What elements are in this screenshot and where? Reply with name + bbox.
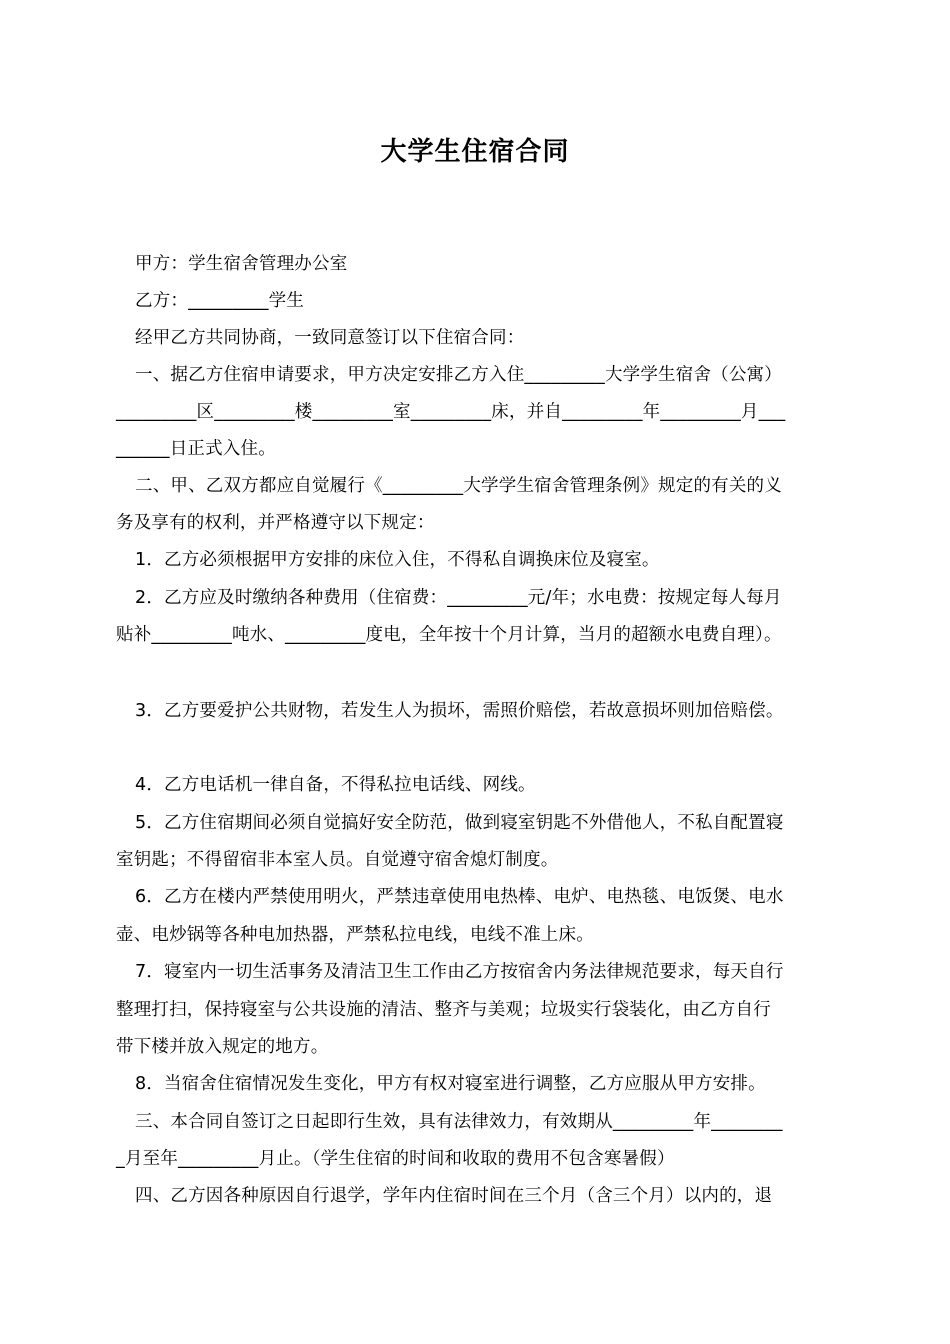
rule-7-line-2: 整理打扫，保持寝室与公共设施的清洁、整齐与美观；垃圾实行袋装化，由乙方自行 <box>116 1000 771 1020</box>
rule-7-line-1: 7．寝室内一切生活事务及清洁卫生工作由乙方按宿舍内务法律规范要求，每天自行 <box>135 962 784 982</box>
rule-7-line-3: 带下楼并放入规定的地方。 <box>116 1037 329 1057</box>
document-title: 大学生住宿合同 <box>380 137 570 167</box>
rule-3-line: 3．乙方要爱护公共财物，若发生人为损坏，需照价赔偿，若故意损坏则加倍赔偿。 <box>135 701 784 721</box>
rule-8-line: 8．当宿舍住宿情况发生变化，甲方有权对寝室进行调整，乙方应服从甲方安排。 <box>135 1074 766 1094</box>
rule-4-line: 4．乙方电话机一律自备，不得私拉电话线、网线。 <box>135 775 536 795</box>
intro-line: 经甲乙方共同协商，一致同意签订以下住宿合同： <box>135 328 525 348</box>
clause-1-line-2: _________区_________楼_________室_________床，并自_________年_________月___ <box>116 402 786 422</box>
clause-1-line-1: 一、据乙方住宿申请要求，甲方决定安排乙方入住_________大学学生宿舍（公寓） <box>135 365 782 385</box>
clause-4-line-1: 四、乙方因各种原因自行退学，学年内住宿时间在三个月（含三个月）以内的，退 <box>135 1186 773 1206</box>
clause-3-line-1: 三、本合同自签订之日起即行生效，具有法律效力，有效期从_________年________ <box>135 1112 783 1132</box>
rule-1-line: 1．乙方必须根据甲方安排的床位入住，不得私自调换床位及寝室。 <box>135 550 660 570</box>
rule-6-line-1: 6．乙方在楼内严禁使用明火，严禁违章使用电热棒、电炉、电热毯、电饭煲、电水 <box>135 887 784 907</box>
clause-2-line-2: 务及享有的权利，并严格遵守以下规定： <box>116 513 435 533</box>
rule-2-line-1: 2．乙方应及时缴纳各种费用（住宿费：_________元/年；水电费：按规定每人每月 <box>135 588 782 608</box>
rule-5-line-2: 室钥匙；不得留宿非本室人员。自觉遵守宿舍熄灯制度。 <box>116 850 559 870</box>
clause-2-line-1: 二、甲、乙双方都应自觉履行《_________大学学生宿舍管理条例》规定的有关的义 <box>135 476 782 496</box>
rule-5-line-1: 5．乙方住宿期间必须自觉搞好安全防范，做到寝室钥匙不外借他人，不私自配置寝 <box>135 813 784 833</box>
party-b-line: 乙方：_________学生 <box>135 291 305 311</box>
rule-6-line-2: 壶、电炒锅等各种电加热器，严禁私拉电线，电线不准上床。 <box>116 925 594 945</box>
rule-2-line-2: 贴补_________吨水、_________度电，全年按十个月计算，当月的超额水电费自理）。 <box>116 625 782 645</box>
clause-3-line-2: _月至年_________月止。（学生住宿的时间和收取的费用不包含寒暑假） <box>116 1149 675 1169</box>
party-a-line: 甲方：学生宿舍管理办公室 <box>135 254 348 274</box>
clause-1-line-3: ______日正式入住。 <box>116 439 276 459</box>
